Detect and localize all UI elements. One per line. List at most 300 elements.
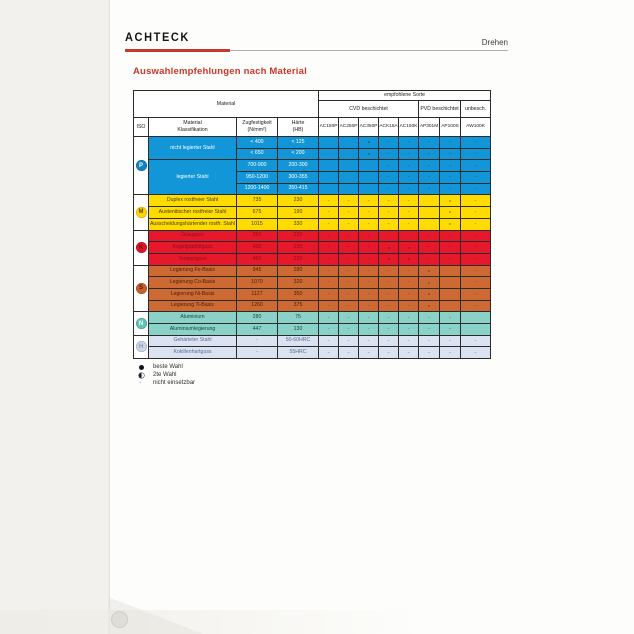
header-row-columns [134,118,491,137]
iso-column-header: ISO [134,118,149,137]
not-applicable-mark: - [327,256,330,263]
best-choice-dot [139,365,144,370]
grade-rating-cell [319,347,339,359]
grade-column-header: AC150P [319,118,339,137]
recommended-grades-header: empfohlene Sorte [319,91,491,101]
grade-rating-cell [319,253,339,265]
not-applicable-mark: - [407,209,410,216]
not-applicable-mark: - [367,232,370,239]
not-applicable-mark: - [449,326,452,333]
grade-rating-cell [379,312,399,324]
not-applicable-mark: - [347,197,350,204]
grade-rating-cell [319,335,339,347]
material-classification-cell: Ausscheidungshärtender rostfr. Stahl [149,218,237,230]
grade-rating-cell [339,312,359,324]
grade-rating-cell [339,347,359,359]
grade-rating-cell [461,277,491,289]
tensile-strength-cell: 1127 [237,288,278,300]
tensile-strength-cell: - [237,335,278,347]
scan-left-margin [0,0,110,634]
legend-row [139,371,195,379]
not-applicable-mark: - [387,291,390,298]
grade-rating-cell [359,335,379,347]
grade-rating-cell [399,172,419,184]
not-applicable-mark: - [449,337,452,344]
grade-rating-cell [379,288,399,300]
grade-rating-cell [339,137,359,149]
grade-rating-cell [440,300,461,312]
not-applicable-mark: - [407,314,410,321]
not-applicable-mark: - [347,244,350,251]
not-applicable-mark: - [327,314,330,321]
grade-rating-cell [379,207,399,219]
grade-rating-cell [379,300,399,312]
grade-rating-cell [419,335,440,347]
table-row [134,347,491,359]
grade-rating-cell [379,160,399,172]
material-group-header: Material [134,91,319,118]
grade-rating-cell [461,335,491,347]
grade-rating-cell [399,324,419,336]
hardness-cell: 220 [278,253,319,265]
grade-rating-cell [359,242,379,254]
scan-bottom-shade [0,610,420,634]
not-applicable-mark: - [387,267,390,274]
not-applicable-mark: - [327,337,330,344]
grade-rating-cell [419,148,440,160]
grade-rating-cell [461,288,491,300]
grade-rating-cell [339,148,359,160]
header-row-groups [134,91,491,101]
grade-rating-cell [440,335,461,347]
not-applicable-mark: - [428,174,431,181]
not-applicable-mark: - [387,337,390,344]
grade-rating-cell [440,148,461,160]
material-classification-cell: Aluminium [149,312,237,324]
grade-rating-cell [461,183,491,195]
material-classification-cell: Legierung Fe-Basis [149,265,237,277]
uncoated-header: unbesch. [461,101,491,118]
not-applicable-mark: - [347,349,350,356]
not-applicable-mark: - [407,174,410,181]
tensile-strength-cell: 447 [237,324,278,336]
grade-rating-cell [359,230,379,242]
grade-rating-cell [461,312,491,324]
grade-rating-cell [379,195,399,207]
not-applicable-mark: - [367,221,370,228]
material-classification-cell: Kugelgraphitguss [149,242,237,254]
not-applicable-mark: - [367,197,370,204]
not-applicable-mark: - [387,279,390,286]
material-class-column-header: Material Klassifikation [149,118,237,137]
table-row [134,207,491,219]
legend-label: 2te Wahl [153,372,177,378]
not-applicable-mark: - [347,279,350,286]
legend-symbol [139,365,153,370]
grade-rating-cell [419,324,440,336]
grade-rating-cell [440,195,461,207]
material-classification-cell: Gehärteter Stahl [149,335,237,347]
not-applicable-mark: - [474,291,477,298]
not-applicable-mark: - [474,197,477,204]
grade-rating-cell [319,218,339,230]
not-applicable-mark: - [428,232,431,239]
grade-rating-cell [419,218,440,230]
legend-row [139,379,195,387]
grade-rating-cell [440,265,461,277]
not-applicable-mark: - [367,267,370,274]
material-classification-cell: Legierung Ni-Basis [149,288,237,300]
table-row [134,288,491,300]
not-applicable-mark: - [428,150,431,157]
not-applicable-mark: - [407,197,410,204]
tensile-column-header: Zugfestigkeit (N/mm²) [237,118,278,137]
grade-rating-cell [461,230,491,242]
grade-rating-cell [339,277,359,289]
grade-rating-cell [440,183,461,195]
grade-rating-cell [359,183,379,195]
not-applicable-mark: - [474,337,477,344]
not-applicable-mark: - [327,291,330,298]
grade-rating-cell [461,137,491,149]
hardness-cell: 190 [278,207,319,219]
not-applicable-mark: - [449,349,452,356]
grade-rating-cell [440,312,461,324]
grade-rating-cell [461,347,491,359]
grade-rating-cell [379,137,399,149]
table-row [134,335,491,347]
grade-rating-cell [419,242,440,254]
material-classification-cell: Duplex rostfreier Stahl [149,195,237,207]
grade-rating-cell [359,265,379,277]
not-applicable-mark: - [387,326,390,333]
iso-group-cell [134,137,149,195]
grade-rating-cell [339,207,359,219]
hardness-cell: 320 [278,277,319,289]
table-row [134,160,491,172]
grade-rating-cell [379,148,399,160]
not-applicable-mark: - [407,326,410,333]
grade-rating-cell [319,324,339,336]
grade-rating-cell [419,230,440,242]
hardness-column-header: Härte (HB) [278,118,319,137]
page-title: Auswahlempfehlungen nach Material [133,66,307,77]
material-classification-cell: Austenitischer rostfreier Stahl [149,207,237,219]
grade-rating-cell [319,288,339,300]
pvd-coating-header: PVD beschichtet [419,101,461,118]
not-applicable-mark: - [474,244,477,251]
grade-rating-cell [379,230,399,242]
hardness-cell: 280 [278,265,319,277]
grade-rating-cell [359,148,379,160]
tensile-strength-cell: - [237,347,278,359]
tensile-strength-cell: 450 [237,253,278,265]
not-applicable-mark: - [428,139,431,146]
grade-rating-cell [339,288,359,300]
grade-rating-cell [461,207,491,219]
table-row [134,195,491,207]
not-applicable-mark: - [347,337,350,344]
iso-group-cell [134,195,149,230]
punch-hole-mark [111,611,128,628]
not-applicable-mark: - [407,185,410,192]
grade-rating-cell [461,242,491,254]
not-applicable-mark: - [474,209,477,216]
grade-rating-cell [359,160,379,172]
grade-rating-cell [461,253,491,265]
grade-rating-cell [359,300,379,312]
hardness-cell: 350 [278,288,319,300]
legend [139,363,195,387]
grade-rating-cell [440,172,461,184]
iso-group-cell [134,335,149,358]
not-applicable-mark: - [327,349,330,356]
tensile-strength-cell: < 400 [237,137,278,149]
grade-rating-cell [379,277,399,289]
grade-rating-cell [419,300,440,312]
hardness-cell: 130 [278,324,319,336]
not-applicable-mark: - [428,337,431,344]
grade-rating-cell [379,183,399,195]
hardness-cell: 55HRC [278,347,319,359]
grade-rating-cell [399,137,419,149]
grade-rating-cell [319,265,339,277]
not-applicable-mark: - [428,349,431,356]
not-applicable-mark: - [449,139,452,146]
not-applicable-mark: - [474,139,477,146]
grade-rating-cell [399,183,419,195]
grade-rating-cell [440,253,461,265]
grade-rating-cell [461,195,491,207]
grade-rating-cell [379,242,399,254]
not-applicable-mark: - [347,232,350,239]
hardness-cell: 230 [278,195,319,207]
not-applicable-mark: - [367,302,370,309]
material-classification-cell: Kokillenhartguss [149,347,237,359]
not-applicable-mark: - [407,267,410,274]
iso-letter-badge: H [136,341,147,352]
grade-rating-cell [440,324,461,336]
iso-letter-badge: M [136,207,147,218]
grade-rating-cell [379,253,399,265]
hardness-cell: < 200 [278,148,319,160]
grade-rating-cell [399,148,419,160]
iso-letter-badge: P [136,160,147,171]
grade-rating-cell [440,288,461,300]
grade-rating-cell [339,242,359,254]
not-applicable-mark: - [347,302,350,309]
grade-rating-cell [319,172,339,184]
tensile-strength-cell: 1070 [237,277,278,289]
not-applicable-mark: - [139,379,142,387]
material-classification-cell: Aluminiumlegierung [149,324,237,336]
not-applicable-mark: - [327,221,330,228]
grade-rating-cell [399,288,419,300]
grade-rating-cell [359,218,379,230]
grade-rating-cell [419,207,440,219]
grade-rating-cell [379,265,399,277]
grade-rating-cell [339,172,359,184]
not-applicable-mark: - [407,291,410,298]
not-applicable-mark: - [367,256,370,263]
grade-rating-cell [339,335,359,347]
not-applicable-mark: - [449,232,452,239]
grade-rating-cell [461,172,491,184]
hardness-cell: 75 [278,312,319,324]
grade-rating-cell [440,347,461,359]
iso-group-cell [134,312,149,335]
table-row [134,242,491,254]
iso-letter-badge: K [136,242,147,253]
not-applicable-mark: - [428,314,431,321]
header-rule-accent [125,49,230,52]
table-row [134,265,491,277]
not-applicable-mark: - [367,209,370,216]
grade-rating-cell [359,195,379,207]
not-applicable-mark: - [367,337,370,344]
grade-rating-cell [359,137,379,149]
grade-rating-cell [461,300,491,312]
not-applicable-mark: - [367,349,370,356]
tensile-strength-cell: 945 [237,265,278,277]
not-applicable-mark: - [387,302,390,309]
grade-rating-cell [419,312,440,324]
not-applicable-mark: - [449,244,452,251]
not-applicable-mark: - [347,256,350,263]
grade-rating-cell [461,148,491,160]
hardness-cell: 50-60HRC [278,335,319,347]
tensile-strength-cell: 735 [237,195,278,207]
material-classification-cell: Legierung Co-Basis [149,277,237,289]
grade-rating-cell [379,335,399,347]
not-applicable-mark: - [327,232,330,239]
grade-rating-cell [319,300,339,312]
grade-rating-cell [419,277,440,289]
material-classification-cell: nicht legierter Stahl [149,137,237,160]
grade-rating-cell [399,230,419,242]
not-applicable-mark: - [387,185,390,192]
not-applicable-mark: - [387,221,390,228]
not-applicable-mark: - [449,174,452,181]
grade-rating-cell [399,207,419,219]
second-choice-dot [139,373,144,378]
grade-rating-cell [319,148,339,160]
not-applicable-mark: - [474,162,477,169]
table-row [134,324,491,336]
iso-group-cell [134,265,149,312]
grade-rating-cell [399,312,419,324]
legend-symbol [139,380,153,387]
grade-rating-cell [419,195,440,207]
grade-rating-cell [440,230,461,242]
grade-rating-cell [379,324,399,336]
grade-rating-cell [440,207,461,219]
grade-rating-cell [379,347,399,359]
grade-column-header: ACK15A [379,118,399,137]
not-applicable-mark: - [347,221,350,228]
material-classification-cell: Legierung Ti-Basis [149,300,237,312]
grade-rating-cell [419,288,440,300]
grade-rating-cell [359,207,379,219]
grade-rating-cell [339,195,359,207]
hardness-cell: 330 [278,218,319,230]
not-applicable-mark: - [407,221,410,228]
not-applicable-mark: - [367,279,370,286]
grade-rating-cell [319,312,339,324]
grade-rating-cell [419,265,440,277]
grade-rating-cell [461,265,491,277]
not-applicable-mark: - [327,267,330,274]
iso-letter-badge: S [136,283,147,294]
grade-rating-cell [319,183,339,195]
hardness-cell: 300-355 [278,172,319,184]
material-classification-cell: legierter Stahl [149,160,237,195]
not-applicable-mark: - [474,185,477,192]
grade-rating-cell [440,277,461,289]
not-applicable-mark: - [407,349,410,356]
not-applicable-mark: - [327,209,330,216]
not-applicable-mark: - [347,326,350,333]
tensile-strength-cell: 1015 [237,218,278,230]
tensile-strength-cell: 675 [237,207,278,219]
grade-rating-cell [339,265,359,277]
table-row [134,277,491,289]
not-applicable-mark: - [407,139,410,146]
grade-rating-cell [379,172,399,184]
grade-rating-cell [339,218,359,230]
hardness-cell: 230 [278,242,319,254]
not-applicable-mark: - [474,279,477,286]
table-row [134,218,491,230]
not-applicable-mark: - [428,162,431,169]
grade-rating-cell [319,277,339,289]
grade-rating-cell [399,160,419,172]
not-applicable-mark: - [428,326,431,333]
grade-column-header: AP301M [419,118,440,137]
grade-rating-cell [461,218,491,230]
grade-rating-cell [399,195,419,207]
grade-rating-cell [319,230,339,242]
grade-rating-cell [419,253,440,265]
grade-rating-cell [319,160,339,172]
hardness-cell: 350-415 [278,183,319,195]
not-applicable-mark: - [474,174,477,181]
not-applicable-mark: - [347,314,350,321]
not-applicable-mark: - [407,302,410,309]
hardness-cell: < 125 [278,137,319,149]
tensile-strength-cell: 600 [237,242,278,254]
not-applicable-mark: - [327,197,330,204]
not-applicable-mark: - [407,279,410,286]
not-applicable-mark: - [367,326,370,333]
grade-rating-cell [399,277,419,289]
tensile-strength-cell: < 650 [237,148,278,160]
tensile-strength-cell: 1260 [237,300,278,312]
not-applicable-mark: - [407,162,410,169]
not-applicable-mark: - [347,291,350,298]
not-applicable-mark: - [387,197,390,204]
not-applicable-mark: - [387,174,390,181]
not-applicable-mark: - [367,314,370,321]
not-applicable-mark: - [347,209,350,216]
grade-rating-cell [339,324,359,336]
grade-rating-cell [339,230,359,242]
cvd-coating-header: CVD beschichtet [319,101,419,118]
not-applicable-mark: - [474,256,477,263]
grade-column-header: AC250P [339,118,359,137]
not-applicable-mark: - [407,337,410,344]
table-row [134,312,491,324]
